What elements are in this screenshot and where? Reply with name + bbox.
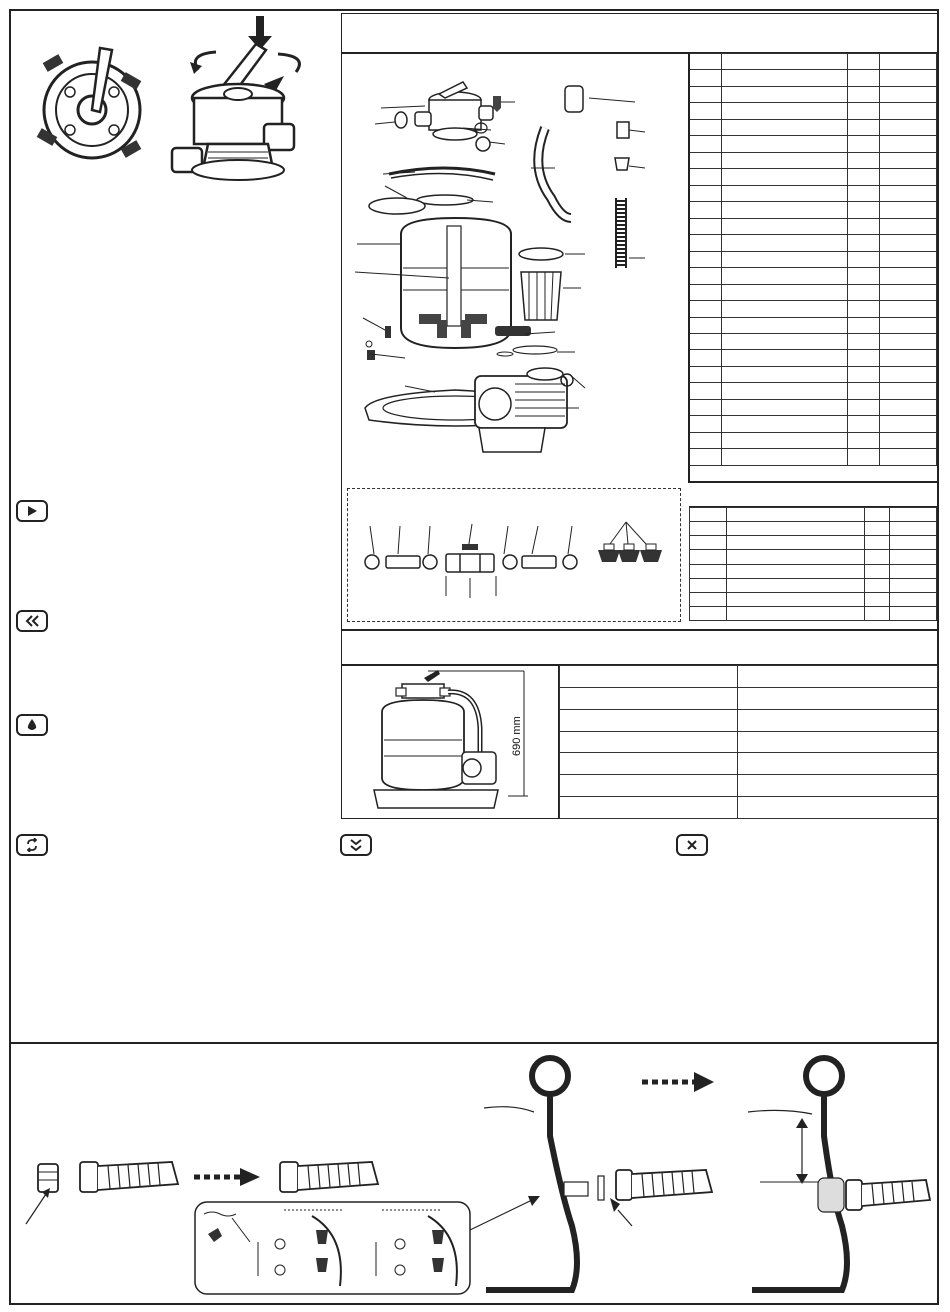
table-cell	[880, 119, 937, 135]
table-cell	[690, 564, 727, 578]
bottom-section-divider	[11, 1042, 938, 1044]
valve-side-view-illustration	[168, 14, 318, 189]
parts-table-row	[690, 399, 937, 415]
table-cell	[722, 251, 848, 267]
table-cell	[690, 592, 727, 606]
table-cell	[722, 301, 848, 317]
table-cell	[690, 54, 722, 70]
table-cell	[690, 70, 722, 86]
table-cell	[690, 416, 722, 432]
table-cell	[722, 54, 848, 70]
table-cell	[690, 508, 727, 522]
table-cell	[722, 383, 848, 399]
table-cell	[722, 235, 848, 251]
table-cell	[890, 522, 937, 536]
table-cell	[722, 416, 848, 432]
table-cell	[890, 508, 937, 522]
table-cell	[865, 522, 890, 536]
table-cell	[727, 536, 865, 550]
table-cell	[690, 350, 722, 366]
table-cell	[722, 366, 848, 382]
table-cell	[880, 416, 937, 432]
table-cell	[690, 301, 722, 317]
table-cell	[848, 284, 880, 300]
table-cell	[690, 578, 727, 592]
parts-list-table	[689, 53, 937, 466]
parts-table-row	[690, 284, 937, 300]
parts-table-row	[690, 54, 937, 70]
table-cell	[890, 578, 937, 592]
table-cell	[690, 383, 722, 399]
parts-table-row	[690, 86, 937, 102]
table-cell	[848, 449, 880, 466]
table-cell	[560, 687, 738, 709]
table-cell	[722, 86, 848, 102]
table-cell	[727, 606, 865, 620]
table-cell	[880, 169, 937, 185]
table-cell	[722, 169, 848, 185]
table-cell	[880, 366, 937, 382]
accessory-table-row	[690, 536, 937, 550]
accessory-table-row	[690, 578, 937, 592]
parts-table-row	[690, 416, 937, 432]
table-cell	[690, 218, 722, 234]
table-cell	[848, 366, 880, 382]
table-cell	[722, 317, 848, 333]
table-cell	[890, 592, 937, 606]
table-cell	[722, 185, 848, 201]
parts-table-row	[690, 383, 937, 399]
table-cell	[865, 564, 890, 578]
parts-table-row	[690, 251, 937, 267]
table-cell	[880, 136, 937, 152]
table-cell	[880, 86, 937, 102]
table-cell	[880, 70, 937, 86]
table-cell	[865, 578, 890, 592]
spec-table-row	[560, 797, 938, 819]
table-cell	[737, 709, 937, 731]
accessory-table-row	[690, 564, 937, 578]
parts-table-row	[690, 169, 937, 185]
table-cell	[722, 218, 848, 234]
table-cell	[848, 86, 880, 102]
table-cell	[848, 202, 880, 218]
table-cell	[560, 775, 738, 797]
table-cell	[722, 350, 848, 366]
table-cell	[722, 333, 848, 349]
parts-table-left-border	[688, 53, 690, 483]
table-cell	[848, 350, 880, 366]
table-cell	[690, 522, 727, 536]
table-cell	[880, 432, 937, 448]
table-cell	[880, 54, 937, 70]
table-cell	[690, 136, 722, 152]
accessory-table-row	[690, 592, 937, 606]
table-cell	[690, 333, 722, 349]
table-cell	[690, 606, 727, 620]
table-cell	[848, 136, 880, 152]
table-cell	[690, 317, 722, 333]
table-cell	[880, 268, 937, 284]
recirculate-icon	[16, 834, 48, 856]
spec-table-row	[560, 775, 938, 797]
table-cell	[848, 119, 880, 135]
table-cell	[737, 731, 937, 753]
table-cell	[848, 333, 880, 349]
table-cell	[880, 235, 937, 251]
table-cell	[722, 284, 848, 300]
table-cell	[560, 666, 738, 688]
table-cell	[690, 268, 722, 284]
table-cell	[890, 564, 937, 578]
spec-section-top-line	[341, 629, 939, 631]
parts-table-row	[690, 152, 937, 168]
accessory-table-row	[690, 522, 937, 536]
table-cell	[848, 235, 880, 251]
spec-table-row	[560, 753, 938, 775]
parts-table-row	[690, 301, 937, 317]
table-cell	[865, 508, 890, 522]
close-icon	[676, 834, 708, 856]
table-cell	[690, 152, 722, 168]
table-cell	[690, 202, 722, 218]
table-cell	[848, 103, 880, 119]
exploded-parts-illustration	[345, 58, 685, 458]
table-cell	[880, 333, 937, 349]
parts-table-bottom-divider	[689, 481, 939, 483]
accessory-list-table	[689, 507, 937, 621]
table-cell	[690, 251, 722, 267]
table-cell	[722, 70, 848, 86]
parts-table-row	[690, 432, 937, 448]
spec-table-row	[560, 709, 938, 731]
spec-table-row	[560, 731, 938, 753]
table-cell	[560, 797, 738, 819]
table-cell	[690, 449, 722, 466]
table-cell	[848, 432, 880, 448]
table-cell	[690, 536, 727, 550]
table-cell	[880, 399, 937, 415]
table-cell	[737, 797, 937, 819]
accessory-table-row	[690, 606, 937, 620]
table-cell	[690, 366, 722, 382]
table-cell	[690, 235, 722, 251]
table-cell	[865, 550, 890, 564]
table-cell	[560, 731, 738, 753]
table-cell	[865, 606, 890, 620]
parts-table-row	[690, 218, 937, 234]
height-dimension-label: 690 mm	[511, 716, 523, 756]
table-cell	[690, 550, 727, 564]
table-cell	[848, 169, 880, 185]
table-cell	[890, 536, 937, 550]
table-cell	[848, 70, 880, 86]
accessory-kit-illustration	[350, 516, 680, 606]
parts-table-row	[690, 350, 937, 366]
table-cell	[737, 666, 937, 688]
table-cell	[890, 550, 937, 564]
table-cell	[880, 202, 937, 218]
parts-table-row	[690, 333, 937, 349]
table-cell	[722, 103, 848, 119]
table-cell	[690, 86, 722, 102]
table-cell	[690, 284, 722, 300]
table-cell	[880, 284, 937, 300]
table-cell	[880, 251, 937, 267]
parts-table-row	[690, 268, 937, 284]
table-cell	[690, 399, 722, 415]
parts-table-row	[690, 366, 937, 382]
table-cell	[880, 103, 937, 119]
table-cell	[848, 251, 880, 267]
table-cell	[848, 152, 880, 168]
table-cell	[727, 592, 865, 606]
parts-table-row	[690, 317, 937, 333]
spec-table-row	[560, 666, 938, 688]
table-cell	[737, 775, 937, 797]
table-cell	[727, 522, 865, 536]
table-cell	[848, 383, 880, 399]
parts-table-row	[690, 103, 937, 119]
table-cell	[865, 536, 890, 550]
table-cell	[722, 432, 848, 448]
parts-table-row	[690, 119, 937, 135]
table-cell	[722, 399, 848, 415]
table-cell	[737, 753, 937, 775]
table-cell	[722, 449, 848, 466]
table-cell	[848, 399, 880, 415]
table-cell	[848, 301, 880, 317]
parts-table-row	[690, 235, 937, 251]
table-cell	[880, 301, 937, 317]
accessory-table-row	[690, 508, 937, 522]
table-cell	[880, 152, 937, 168]
drop-icon	[16, 714, 48, 736]
table-cell	[880, 218, 937, 234]
hose-connection-illustration	[12, 1046, 936, 1304]
table-cell	[848, 416, 880, 432]
parts-table-row	[690, 202, 937, 218]
table-cell	[880, 317, 937, 333]
parts-table-row	[690, 70, 937, 86]
parts-table-row	[690, 449, 937, 466]
table-cell	[690, 103, 722, 119]
table-cell	[848, 54, 880, 70]
table-cell	[880, 449, 937, 466]
valve-top-view-illustration	[30, 40, 155, 180]
table-cell	[727, 564, 865, 578]
table-cell	[722, 119, 848, 135]
backwash-icon	[16, 610, 48, 632]
accessory-table-row	[690, 550, 937, 564]
table-cell	[727, 508, 865, 522]
table-cell	[690, 432, 722, 448]
table-cell	[880, 185, 937, 201]
parts-table-row	[690, 185, 937, 201]
table-cell	[890, 606, 937, 620]
table-cell	[848, 317, 880, 333]
table-cell	[848, 268, 880, 284]
table-cell	[865, 592, 890, 606]
table-cell	[560, 753, 738, 775]
table-cell	[848, 218, 880, 234]
table-cell	[560, 709, 738, 731]
table-cell	[722, 268, 848, 284]
table-cell	[880, 383, 937, 399]
table-cell	[727, 550, 865, 564]
table-cell	[722, 202, 848, 218]
spec-table-row	[560, 687, 938, 709]
play-icon	[16, 500, 48, 522]
table-cell	[690, 169, 722, 185]
table-cell	[690, 119, 722, 135]
table-cell	[727, 578, 865, 592]
table-cell	[722, 136, 848, 152]
table-cell	[880, 350, 937, 366]
table-cell	[737, 687, 937, 709]
table-cell	[848, 185, 880, 201]
specification-table	[559, 665, 938, 819]
table-cell	[722, 152, 848, 168]
parts-table-row	[690, 136, 937, 152]
table-cell	[690, 185, 722, 201]
drain-icon	[340, 834, 372, 856]
